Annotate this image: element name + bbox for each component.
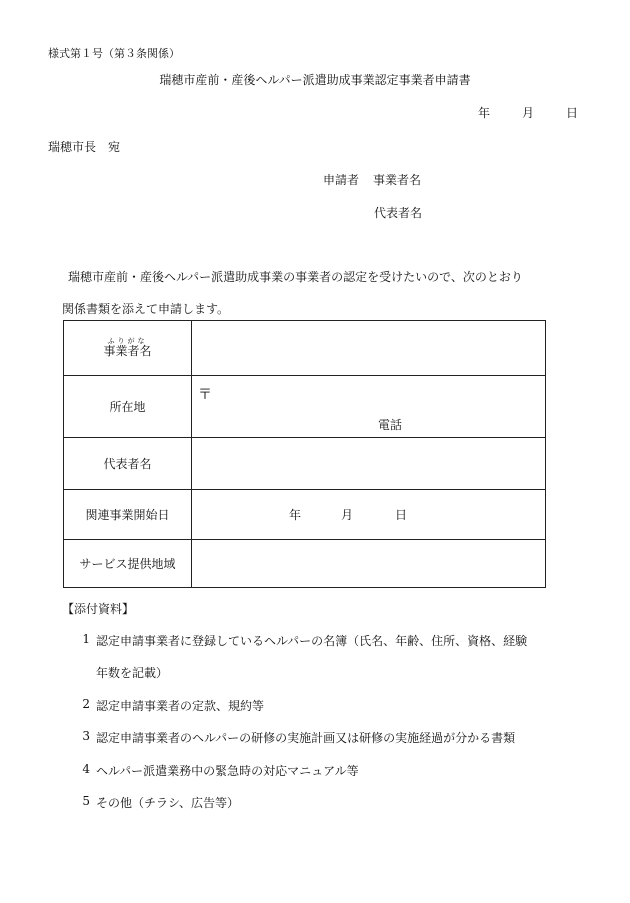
date-day: 日 (565, 106, 578, 120)
service-area-label: サービス提供地域 (64, 540, 192, 588)
intro-line-1: 瑞穂市産前・産後ヘルパー派遣助成事業の事業者の認定を受けたいので、次のとおり (68, 270, 523, 284)
address-input[interactable] (192, 376, 546, 438)
start-date-day: 日 (395, 508, 408, 522)
attachment-text-cont: 年数を記載） (96, 666, 169, 680)
date-month: 月 (521, 106, 534, 120)
attachment-number: 3 (82, 729, 90, 743)
row-address (64, 376, 546, 438)
start-date-input[interactable] (192, 490, 546, 540)
intro-line-2: 関係書類を添えて申請します。 (62, 302, 230, 316)
attachment-text: 認定申請事業者の定款、規約等 (96, 699, 265, 713)
representative-input[interactable] (192, 438, 546, 490)
applicant-role: 申請者 (323, 173, 360, 187)
attachment-text: 認定申請事業者に登録しているヘルパーの名簿（氏名、年齢、住所、資格、経験 (96, 634, 528, 648)
addressee: 瑞穂市長 宛 (48, 140, 121, 154)
row-business-name (64, 321, 546, 376)
representative-label: 代表者名 (374, 206, 423, 220)
row-start-date (64, 490, 546, 540)
attachment-text: ヘルパー派遣業務中の緊急時の対応マニュアル等 (96, 764, 359, 778)
row-representative (64, 438, 546, 490)
form-number: 様式第１号（第３条関係） (48, 47, 180, 60)
service-area-input[interactable] (192, 540, 546, 588)
attachment-number: 1 (82, 632, 90, 646)
phone-label: 電話 (378, 418, 403, 432)
date-year: 年 (477, 106, 490, 120)
attachment-number: 2 (82, 697, 90, 711)
address-label: 所在地 (64, 376, 192, 438)
row-service-area (64, 540, 546, 588)
attachment-text: その他（チラシ、広告等） (96, 796, 240, 810)
attachment-text: 認定申請事業者のヘルパーの研修の実施計画又は研修の実施経過が分かる書類 (96, 731, 516, 745)
business-name-label: 事業者名 (373, 173, 422, 187)
document-title: 瑞穂市産前・産後ヘルパー派遣助成事業認定事業者申請書 (159, 73, 471, 87)
attachment-number: 5 (82, 794, 90, 808)
date-line (478, 104, 578, 121)
table-representative-label: 代表者名 (64, 438, 192, 490)
business-name-input[interactable] (192, 321, 546, 376)
attachments-heading: 【添付資料】 (62, 602, 135, 616)
start-date-month: 月 (341, 508, 354, 522)
start-date-label: 関連事業開始日 (64, 490, 192, 540)
applicant-row (323, 171, 421, 188)
attachment-number: 4 (82, 762, 90, 776)
business-name-cell-label (64, 321, 192, 376)
furigana: ふりがな (107, 336, 148, 345)
postal-mark: 〒 (198, 387, 212, 403)
start-date-year: 年 (289, 508, 302, 522)
application-table (63, 320, 546, 588)
table-business-name-label: 事業者名 (103, 344, 152, 359)
